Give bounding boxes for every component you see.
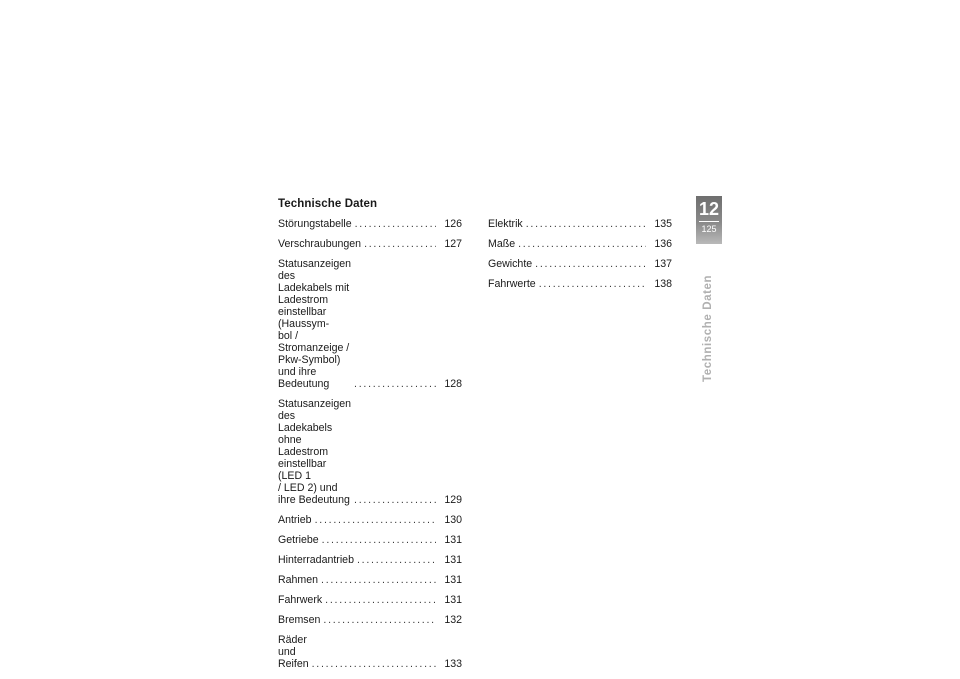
chapter-tab <box>696 196 722 244</box>
toc-entry[interactable] <box>278 634 462 670</box>
toc-entry-title: Elektrik <box>488 218 523 230</box>
toc-entry[interactable] <box>278 574 462 586</box>
page-number: 125 <box>701 224 717 234</box>
leader-dots <box>354 494 436 506</box>
toc-entry[interactable] <box>488 238 672 250</box>
toc-entry-title: Fahrwerte <box>488 278 536 290</box>
toc-entry-title: Antrieb <box>278 514 312 526</box>
toc-entry[interactable] <box>278 398 462 506</box>
toc-entry-title: Rahmen <box>278 574 319 586</box>
leader-dots <box>315 514 436 526</box>
toc-entry-page: 132 <box>444 614 462 626</box>
toc-entry-page: 128 <box>444 378 462 390</box>
toc-right-column <box>488 218 672 298</box>
toc-entry[interactable] <box>488 218 672 230</box>
leader-dots <box>325 594 436 606</box>
toc-entry[interactable] <box>278 258 462 390</box>
leader-dots <box>323 614 436 626</box>
leader-dots <box>354 378 436 390</box>
toc-entry-page: 135 <box>654 218 672 230</box>
leader-dots <box>364 238 436 250</box>
section-heading: Technische Daten <box>278 198 378 210</box>
toc-left-column <box>278 218 462 678</box>
toc-entry-title: Bremsen <box>278 614 321 626</box>
leader-dots <box>535 258 646 270</box>
toc-entry[interactable] <box>278 554 462 566</box>
toc-entry-page: 126 <box>444 218 462 230</box>
toc-entry[interactable] <box>488 278 672 290</box>
toc-entry-page: 130 <box>444 514 462 526</box>
toc-entry-page: 131 <box>444 554 462 566</box>
toc-entry[interactable] <box>278 534 462 546</box>
leader-dots <box>312 658 436 670</box>
toc-entry-page: 137 <box>654 258 672 270</box>
leader-dots <box>322 534 436 546</box>
toc-entry-title: Hinterradantrieb <box>278 554 354 566</box>
toc-entry-page: 133 <box>444 658 462 670</box>
chapter-number: 12 <box>698 199 720 219</box>
vertical-section-label: Technische Daten <box>702 274 714 382</box>
toc-entry-page: 129 <box>444 494 462 506</box>
toc-entry-title: Gewichte <box>488 258 533 270</box>
toc-entry-title: Getriebe <box>278 534 319 546</box>
leader-dots <box>518 238 646 250</box>
toc-entry-title: Fahrwerk <box>278 594 323 606</box>
toc-entry[interactable] <box>278 614 462 626</box>
toc-entry-page: 127 <box>444 238 462 250</box>
leader-dots <box>526 218 646 230</box>
leader-dots <box>321 574 436 586</box>
toc-entry-title: Verschraubungen <box>278 238 362 250</box>
toc-entry-page: 136 <box>654 238 672 250</box>
toc-entry-page: 131 <box>444 574 462 586</box>
toc-entry[interactable] <box>278 514 462 526</box>
leader-dots <box>355 218 436 230</box>
toc-entry-title: Räder und Reifen <box>278 634 309 670</box>
leader-dots <box>539 278 646 290</box>
toc-entry[interactable] <box>278 594 462 606</box>
toc-entry-page: 131 <box>444 534 462 546</box>
toc-entry-page: 138 <box>654 278 672 290</box>
leader-dots <box>357 554 436 566</box>
toc-entry[interactable] <box>278 218 462 230</box>
toc-entry-title: Störungstabelle <box>278 218 352 230</box>
toc-entry[interactable] <box>488 258 672 270</box>
toc-entry-title: Statusanzeigen des Ladekabels ohne Ladestrom einstellbar (LED 1 / LED 2) und ihre Bedeutung <box>278 398 352 506</box>
toc-entry-title: Maße <box>488 238 516 250</box>
tab-divider <box>699 221 719 222</box>
toc-entry-title: Statusanzeigen des Ladekabels mit Ladestrom einstellbar (Haussym- bol / Stromanzeige / Pkw-Symbol) und ihre Bedeutung <box>278 258 352 390</box>
toc-entry-page: 131 <box>444 594 462 606</box>
toc-entry[interactable] <box>278 238 462 250</box>
